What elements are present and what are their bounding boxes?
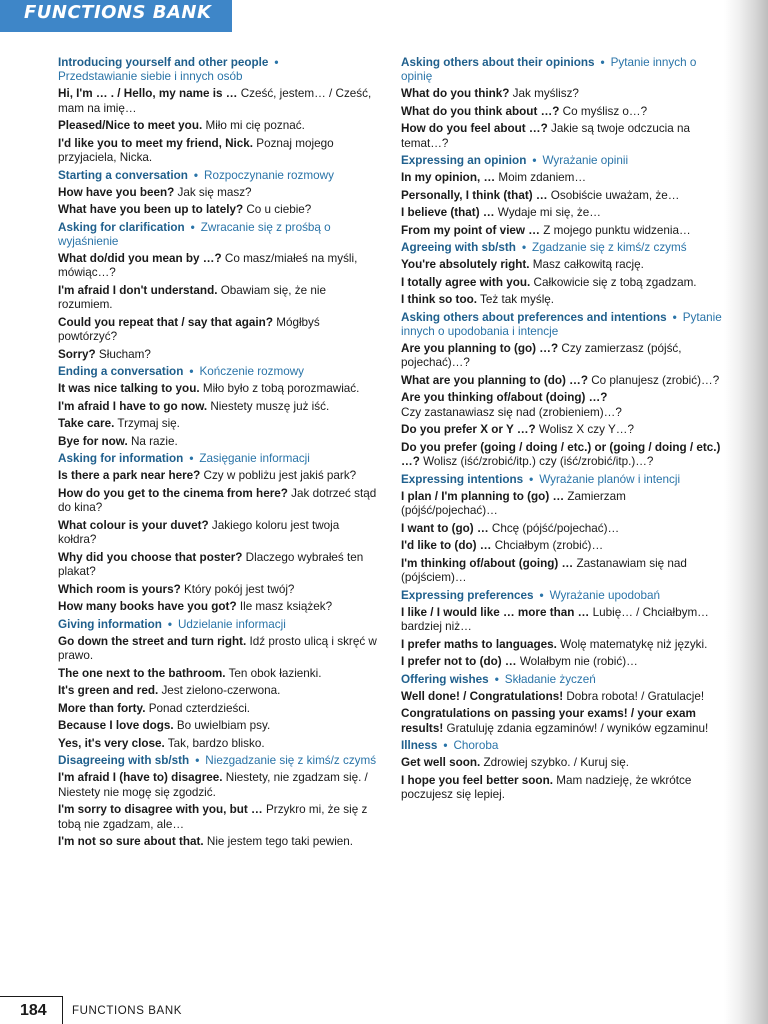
phrase-pl: Dlaczego wybrałeś ten plakat? xyxy=(58,550,364,578)
section-title: Expressing intentions xyxy=(401,472,524,486)
phrase-pl: Co myślisz o…? xyxy=(562,104,648,118)
phrase-en: Do you prefer X or Y …? xyxy=(401,423,536,436)
phrase-pl: Mógłbyś powtórzyć? xyxy=(58,315,320,343)
phrase-en: I'm afraid I (have to) disagree. xyxy=(58,771,223,784)
phrase-pl: Niestety, nie zgadzam się. / Niestety nie mogę się zgodzić. xyxy=(58,771,368,799)
phrase-pl: Dobra robota! / Gratulacje! xyxy=(566,689,705,703)
phrase-item xyxy=(58,87,380,116)
phrase-item xyxy=(58,835,380,850)
phrase-item xyxy=(58,348,380,363)
phrase-pl: Jest zielono-czerwona. xyxy=(161,684,281,697)
phrase-item xyxy=(58,284,380,313)
section-title: Expressing an opinion xyxy=(401,154,527,167)
phrase-pl: Czy zastanawiasz się nad (zrobieniem)…? xyxy=(401,405,622,419)
phrase-pl: Czy zamierzasz (pójść, pojechać)…? xyxy=(401,341,682,369)
section-title-pl: Kończenie rozmowy xyxy=(199,365,305,378)
phrase-item xyxy=(58,417,380,432)
section-clarification xyxy=(58,221,380,363)
section-expressing-opinion xyxy=(401,154,723,238)
phrase-pl: Wolisz X czy Y…? xyxy=(538,423,634,436)
phrase-en: Could you repeat that / say that again? xyxy=(58,315,273,329)
phrase-en: I think so too. xyxy=(401,293,477,306)
section-title-pl: Składanie życzeń xyxy=(504,672,596,686)
phrase-en: What have you been up to lately? xyxy=(58,203,244,216)
phrase-pl: Jak się masz? xyxy=(177,185,252,199)
section-agreeing xyxy=(401,241,723,308)
phrase-en: More than forty. xyxy=(58,701,146,715)
phrase-en: Well done! / Congratulations! xyxy=(401,689,564,703)
phrase-pl: Mam nadzieję, że wkrótce poczujesz się lepiej. xyxy=(401,773,692,801)
section-title-pl: Zasięganie informacji xyxy=(199,452,310,465)
phrase-en: I totally agree with you. xyxy=(401,275,531,289)
phrase-item xyxy=(401,122,723,151)
phrase-en: Sorry? xyxy=(58,347,96,361)
phrase-pl: Bo uwielbiam psy. xyxy=(176,719,271,732)
phrase-pl: Jakiego koloru jest twoja kołdra? xyxy=(58,518,340,546)
bullet-icon: • xyxy=(189,365,194,378)
phrase-pl: Wolałbym nie (robić)… xyxy=(519,655,638,668)
phrase-pl: Gratuluję zdania egzaminów! / wyników egzaminu! xyxy=(446,721,709,735)
phrase-item xyxy=(401,423,723,438)
section-disagreeing xyxy=(58,754,380,850)
section-title-pl: Przedstawianie siebie i innych osób xyxy=(58,70,243,83)
section-title-pl: Wyrażanie planów i intencji xyxy=(539,472,681,486)
phrase-en: In my opinion, … xyxy=(401,171,496,184)
phrase-en: Because I love dogs. xyxy=(58,719,174,732)
bullet-icon: • xyxy=(274,56,279,69)
phrase-pl: Co planujesz (zrobić)…? xyxy=(591,373,720,387)
section-giving-information xyxy=(58,618,380,752)
phrase-en: I prefer maths to languages. xyxy=(401,637,557,651)
phrase-pl: Idź prosto ulicą i skręć w prawo. xyxy=(58,634,377,662)
phrase-en: How have you been? xyxy=(58,185,175,199)
bullet-icon: • xyxy=(195,754,200,767)
bullet-icon: • xyxy=(672,310,677,324)
left-column xyxy=(58,56,380,853)
phrase-en: You're absolutely right. xyxy=(401,258,530,271)
section-title: Introducing yourself and other people xyxy=(58,56,269,69)
phrase-item xyxy=(58,382,380,397)
bullet-icon: • xyxy=(494,672,499,686)
phrase-item xyxy=(401,171,723,186)
phrase-item xyxy=(401,258,723,273)
phrase-item xyxy=(401,756,723,771)
phrase-en: I plan / I'm planning to (go) … xyxy=(401,489,565,503)
section-expressing-intentions xyxy=(401,473,723,586)
bullet-icon: • xyxy=(600,56,605,69)
bullet-icon: • xyxy=(539,588,544,602)
phrase-pl: Tak, bardzo blisko. xyxy=(167,736,265,750)
section-introducing xyxy=(58,56,380,166)
section-title: Expressing preferences xyxy=(401,588,534,602)
phrase-pl: Nie jestem tego taki pewien. xyxy=(206,835,354,848)
bullet-icon: • xyxy=(529,472,534,486)
phrase-en: Do you prefer (going / doing / etc.) or (going / doing / etc.) …? xyxy=(401,440,721,468)
phrase-pl: Masz całkowitą rację. xyxy=(532,258,644,271)
phrase-en: I hope you feel better soon. xyxy=(401,773,553,787)
phrase-item xyxy=(58,737,380,752)
phrase-item xyxy=(401,374,723,389)
phrase-pl: Trzymaj się. xyxy=(117,417,180,430)
phrase-item xyxy=(58,635,380,664)
section-starting-conversation xyxy=(58,169,380,218)
phrase-item xyxy=(58,400,380,415)
phrase-en: How do you feel about …? xyxy=(401,122,548,135)
phrase-pl: Wydaje mi się, że… xyxy=(497,206,601,219)
section-asking-preferences xyxy=(401,311,723,470)
phrase-item xyxy=(401,87,723,102)
phrase-item xyxy=(58,186,380,201)
phrase-item xyxy=(58,469,380,484)
phrase-pl: Niestety muszę już iść. xyxy=(210,399,330,413)
phrase-en: I'm afraid I have to go now. xyxy=(58,399,208,413)
bullet-icon: • xyxy=(521,241,527,254)
bullet-icon: • xyxy=(193,168,198,182)
section-title-pl: Pytanie innych o opinię xyxy=(401,56,697,83)
phrase-pl: Co u ciebie? xyxy=(246,203,312,216)
phrase-en: Get well soon. xyxy=(401,756,481,769)
phrase-item xyxy=(401,522,723,537)
phrase-pl: Miło mi cię poznać. xyxy=(205,119,305,132)
phrase-en: Pleased/Nice to meet you. xyxy=(58,119,203,132)
phrase-en: Bye for now. xyxy=(58,434,128,448)
phrase-item xyxy=(401,539,723,554)
phrase-en: Is there a park near here? xyxy=(58,469,201,482)
phrase-pl: Też tak myślę. xyxy=(480,293,555,306)
page-number: 184 xyxy=(20,1002,47,1019)
phrase-pl: Czy w pobliżu jest jakiś park? xyxy=(203,469,357,482)
phrase-en: Are you thinking of/about (doing) …? xyxy=(401,391,608,404)
footer-rule-horizontal xyxy=(0,996,62,997)
page-heading: FUNCTIONS BANK xyxy=(24,2,212,23)
phrase-en: I'm afraid I don't understand. xyxy=(58,283,218,297)
section-title-pl: Niezgadzanie się z kimś/z czymś xyxy=(205,754,377,767)
phrase-item xyxy=(58,487,380,516)
phrase-en: I prefer not to (do) … xyxy=(401,655,517,668)
phrase-item xyxy=(401,105,723,120)
phrase-pl: Cześć, jestem… / Cześć, mam na imię… xyxy=(58,87,372,115)
phrase-pl: Obawiam się, że nie rozumiem. xyxy=(58,283,326,311)
phrase-item xyxy=(58,551,380,580)
phrase-item xyxy=(58,203,380,218)
phrase-en: Hi, I'm … . / Hello, my name is … xyxy=(58,87,238,100)
phrase-en: I'd like to (do) … xyxy=(401,539,492,552)
section-illness xyxy=(401,739,723,803)
footer-rule-vertical xyxy=(62,996,63,1024)
phrase-item xyxy=(58,719,380,734)
phrase-item xyxy=(58,583,380,598)
phrase-en: Which room is yours? xyxy=(58,582,181,596)
section-title-pl: Rozpoczynanie rozmowy xyxy=(204,168,334,182)
phrase-pl: Jakie są twoje odczucia na temat…? xyxy=(401,122,691,150)
section-title-pl: Wyrażanie opinii xyxy=(542,154,629,167)
header-banner xyxy=(0,0,232,32)
bullet-icon: • xyxy=(443,739,448,752)
bullet-icon: • xyxy=(190,220,195,234)
section-title-pl: Udzielanie informacji xyxy=(177,617,286,631)
phrase-item xyxy=(401,490,723,519)
phrase-pl: Ten obok łazienki. xyxy=(228,666,322,680)
phrase-pl: Wolisz (iść/zrobić/itp.) czy (iść/zrobić/itp.)…? xyxy=(423,455,654,468)
section-title: Giving information xyxy=(58,617,162,631)
phrase-item xyxy=(58,803,380,832)
phrase-en: Yes, it's very close. xyxy=(58,736,165,750)
phrase-en: Are you planning to (go) …? xyxy=(401,341,559,355)
phrase-en: I'd like you to meet my friend, Nick. xyxy=(58,136,254,150)
phrase-item xyxy=(58,702,380,717)
phrase-en: Why did you choose that poster? xyxy=(58,550,243,564)
phrase-pl: Chciałbym (zrobić)… xyxy=(494,539,604,552)
phrase-item xyxy=(58,771,380,800)
phrase-pl: Osobiście uważam, że… xyxy=(550,188,680,202)
phrase-item xyxy=(58,316,380,345)
phrase-item xyxy=(58,667,380,682)
phrase-pl: Który pokój jest twój? xyxy=(183,582,295,596)
phrase-pl: Miło było z tobą porozmawiać. xyxy=(202,382,360,395)
page-gutter-shadow xyxy=(724,0,768,1024)
phrase-en: I'm not so sure about that. xyxy=(58,835,204,848)
phrase-en: It's green and red. xyxy=(58,684,159,697)
phrase-en: It was nice talking to you. xyxy=(58,382,200,395)
section-title: Illness xyxy=(401,739,438,752)
phrase-en: The one next to the bathroom. xyxy=(58,666,226,680)
phrase-en: How do you get to the cinema from here? xyxy=(58,486,288,500)
phrase-en: I like / I would like … more than … xyxy=(401,605,590,619)
section-title: Asking for clarification xyxy=(58,220,185,234)
phrase-pl: Całkowicie się z tobą zgadzam. xyxy=(533,275,697,289)
phrase-pl: Jak myślisz? xyxy=(512,87,579,100)
section-asking-opinions xyxy=(401,56,723,151)
section-title-pl: Zwracanie się z prośbą o wyjaśnienie xyxy=(58,220,331,248)
phrase-item xyxy=(401,441,723,470)
phrase-pl: Z mojego punktu widzenia… xyxy=(543,223,691,237)
section-title: Disagreeing with sb/sth xyxy=(58,754,190,767)
phrase-pl: Przykro mi, że się z tobą nie zgadzam, ale… xyxy=(58,803,368,831)
phrase-item xyxy=(401,606,723,635)
section-title: Agreeing with sb/sth xyxy=(401,241,516,254)
phrase-item xyxy=(401,391,723,420)
phrase-en: I believe (that) … xyxy=(401,206,495,219)
phrase-en: How many books have you got? xyxy=(58,600,237,613)
phrase-en: Go down the street and turn right. xyxy=(58,634,247,648)
phrase-en: I'm thinking of/about (going) … xyxy=(401,556,574,570)
phrase-item xyxy=(401,276,723,291)
phrase-pl: Lubię… / Chciałbym… bardziej niż… xyxy=(401,605,709,633)
section-asking-information xyxy=(58,452,380,615)
phrase-pl: Poznaj mojego przyjaciela, Nicka. xyxy=(58,136,334,164)
phrase-pl: Zamierzam (pójść/pojechać)… xyxy=(401,489,626,517)
phrase-en: What colour is your duvet? xyxy=(58,518,209,532)
section-title-pl: Zgadzanie się z kimś/z czymś xyxy=(532,241,687,254)
phrase-item xyxy=(401,707,723,736)
phrase-item xyxy=(401,557,723,586)
footer-label: FUNCTIONS BANK xyxy=(72,1005,182,1017)
section-title: Asking others about their opinions xyxy=(401,56,595,69)
right-column xyxy=(401,56,723,806)
phrase-item xyxy=(401,224,723,239)
phrase-pl: Ponad czterdzieści. xyxy=(148,701,251,715)
phrase-pl: Jak dotrzeć stąd do kina? xyxy=(58,486,377,514)
phrase-pl: Chcę (pójść/pojechać)… xyxy=(491,521,620,535)
phrase-pl: Słucham? xyxy=(98,347,151,361)
section-title: Ending a conversation xyxy=(58,365,184,378)
phrase-en: I want to (go) … xyxy=(401,521,489,535)
phrase-item xyxy=(58,435,380,450)
phrase-item xyxy=(401,206,723,221)
bullet-icon: • xyxy=(167,617,172,631)
phrase-pl: Ile masz książek? xyxy=(239,600,333,613)
section-offering-wishes xyxy=(401,673,723,737)
phrase-en: From my point of view … xyxy=(401,223,540,237)
phrase-pl: Wolę matematykę niż języki. xyxy=(560,637,708,651)
phrase-pl: Na razie. xyxy=(130,434,178,448)
phrase-en: What do you think? xyxy=(401,87,510,100)
phrase-item xyxy=(58,519,380,548)
section-title-pl: Choroba xyxy=(453,739,499,752)
phrase-en: I'm sorry to disagree with you, but … xyxy=(58,803,263,816)
section-title-pl: Wyrażanie upodobań xyxy=(549,588,660,602)
phrase-en: Personally, I think (that) … xyxy=(401,188,548,202)
phrase-item xyxy=(58,137,380,166)
phrase-en: What are you planning to (do) …? xyxy=(401,373,588,387)
phrase-pl: Zastanawiam się nad (pójściem)… xyxy=(401,556,687,584)
section-title: Starting a conversation xyxy=(58,168,188,182)
section-title: Asking for information xyxy=(58,452,184,465)
phrase-item xyxy=(401,774,723,803)
phrase-item xyxy=(401,342,723,371)
phrase-en: What do you think about …? xyxy=(401,104,560,118)
section-title-pl: Pytanie innych o upodobania i intencje xyxy=(401,310,722,338)
phrase-item xyxy=(401,638,723,653)
bullet-icon: • xyxy=(189,452,194,465)
phrase-item xyxy=(401,655,723,670)
bullet-icon: • xyxy=(532,154,537,167)
phrase-item xyxy=(58,119,380,134)
section-title: Asking others about preferences and intentions xyxy=(401,310,667,324)
phrase-en: Take care. xyxy=(58,417,115,430)
section-title: Offering wishes xyxy=(401,672,489,686)
section-ending-conversation xyxy=(58,365,380,449)
section-expressing-preferences xyxy=(401,589,723,670)
phrase-item xyxy=(58,684,380,699)
phrase-en: Congratulations on passing your exams! / your exam results! xyxy=(401,707,696,735)
phrase-item xyxy=(58,600,380,615)
phrase-item xyxy=(401,293,723,308)
phrase-item xyxy=(401,189,723,204)
phrase-item xyxy=(58,252,380,281)
phrase-pl: Co masz/miałeś na myśli, mówiąc…? xyxy=(58,251,358,279)
phrase-pl: Moim zdaniem… xyxy=(498,171,587,184)
phrase-item xyxy=(401,690,723,705)
phrase-pl: Zdrowiej szybko. / Kuruj się. xyxy=(483,756,629,769)
phrase-en: What do/did you mean by …? xyxy=(58,251,222,265)
